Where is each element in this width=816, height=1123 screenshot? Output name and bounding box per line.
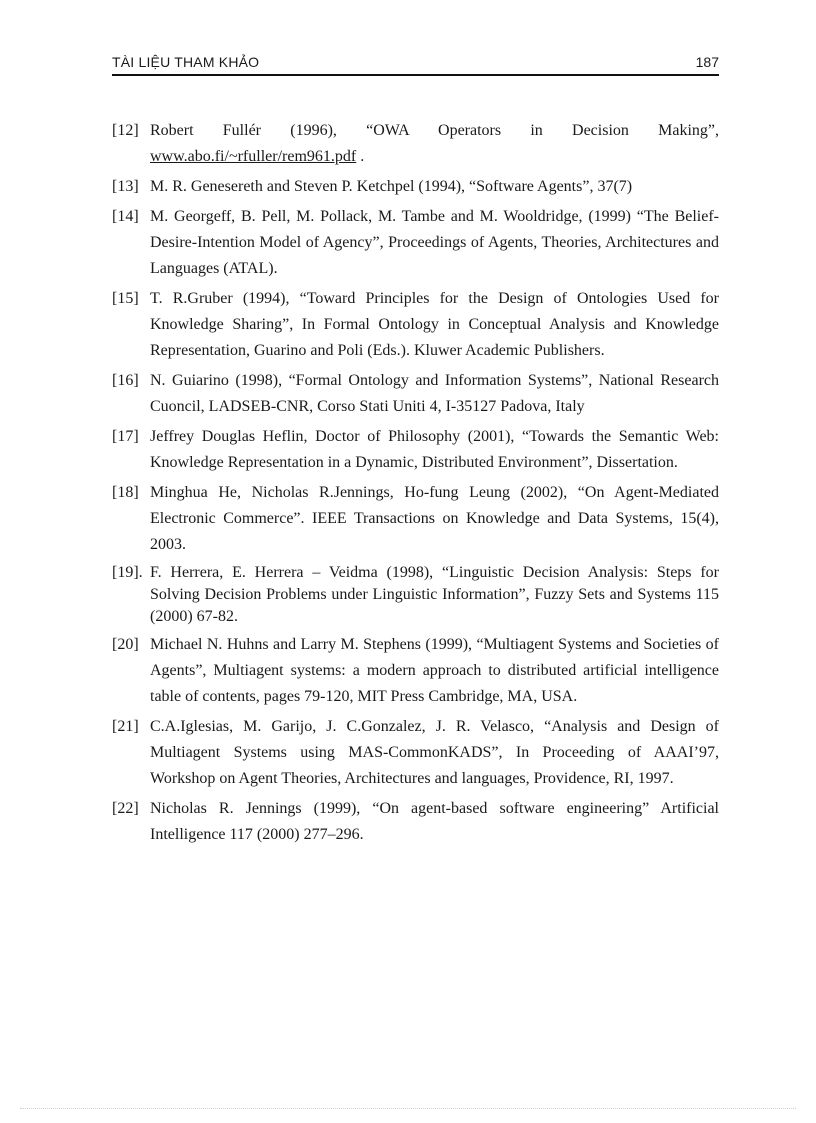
page-bottom-divider xyxy=(20,1108,796,1109)
reference-item xyxy=(112,286,719,364)
reference-number: [14] xyxy=(112,208,139,225)
reference-text-tail: . xyxy=(356,148,365,165)
reference-text: M. R. Genesereth and Steven P. Ketchpel (1994), “Software Agents”, 37(7) xyxy=(150,178,633,195)
reference-item xyxy=(112,424,719,476)
reference-number: [16] xyxy=(112,372,139,389)
reference-text: M. Georgeff, B. Pell, M. Pollack, M. Tambe and M. Wooldridge, (1999) “The Belief-Desire-Intention Model of Agency”, Proceedings of Agents, Theories, Architectures and Languages (ATAL). xyxy=(150,208,719,277)
reference-item xyxy=(112,368,719,420)
reference-text: Minghua He, Nicholas R.Jennings, Ho-fung Leung (2002), “On Agent-Mediated Electronic Commerce”. IEEE Transactions on Knowledge and Data Systems, 15(4), 2003. xyxy=(150,484,719,553)
reference-item xyxy=(112,118,719,170)
reference-number: [12] xyxy=(112,122,139,139)
reference-item xyxy=(112,174,719,200)
reference-number: [15] xyxy=(112,290,139,307)
page-header xyxy=(112,52,719,76)
reference-number: [18] xyxy=(112,484,139,501)
reference-number: [19]. xyxy=(112,564,143,581)
reference-text: Nicholas R. Jennings (1999), “On agent-based software engineering” Artificial Intelligence 117 (2000) 277–296. xyxy=(150,800,719,843)
reference-text: Robert Fullér (1996), “OWA Operators in Decision Making”, xyxy=(150,122,719,139)
reference-link[interactable]: www.abo.fi/~rfuller/rem961.pdf xyxy=(150,148,357,165)
reference-text: Jeffrey Douglas Heflin, Doctor of Philosophy (2001), “Towards the Semantic Web: Knowledge Representation in a Dynamic, Distributed Environment”, Dissertation. xyxy=(150,428,719,471)
reference-item xyxy=(112,204,719,282)
reference-number: [13] xyxy=(112,178,139,195)
page-number: 187 xyxy=(695,54,719,70)
reference-number: [22] xyxy=(112,800,139,817)
reference-item xyxy=(112,562,719,628)
reference-number: [17] xyxy=(112,428,139,445)
reference-text: C.A.Iglesias, M. Garijo, J. C.Gonzalez, J. R. Velasco, “Analysis and Design of Multiagent Systems using MAS-CommonKADS”, In Proceeding of AAAI’97, Workshop on Agent Theories, Architectures and languages, Providence, RI, 1997. xyxy=(150,718,719,787)
header-title: TÀI LIỆU THAM KHẢO xyxy=(112,54,260,70)
reference-item xyxy=(112,632,719,710)
reference-item xyxy=(112,480,719,558)
reference-number: [20] xyxy=(112,636,139,653)
reference-text: F. Herrera, E. Herrera – Veidma (1998), “Linguistic Decision Analysis: Steps for Solving Decision Problems under Linguistic Information”, Fuzzy Sets and Systems 115 (2000) 67-82. xyxy=(150,564,719,625)
reference-list xyxy=(112,118,719,852)
reference-item xyxy=(112,796,719,848)
reference-text: Michael N. Huhns and Larry M. Stephens (1999), “Multiagent Systems and Societies of Agents”, Multiagent systems: a modern approach to distributed artificial intelligence table of contents, pages 79-120, MIT Press Cambridge, MA, USA. xyxy=(150,636,719,705)
reference-item xyxy=(112,714,719,792)
reference-text: N. Guiarino (1998), “Formal Ontology and Information Systems”, National Research Cuoncil, LADSEB-CNR, Corso Stati Uniti 4, I-35127 Padova, Italy xyxy=(150,372,719,415)
reference-text: T. R.Gruber (1994), “Toward Principles for the Design of Ontologies Used for Knowledge Sharing”, In Formal Ontology in Conceptual Analysis and Knowledge Representation, Guarino and Poli (Eds.). Kluwer Academic Publishers. xyxy=(150,290,719,359)
reference-number: [21] xyxy=(112,718,139,735)
